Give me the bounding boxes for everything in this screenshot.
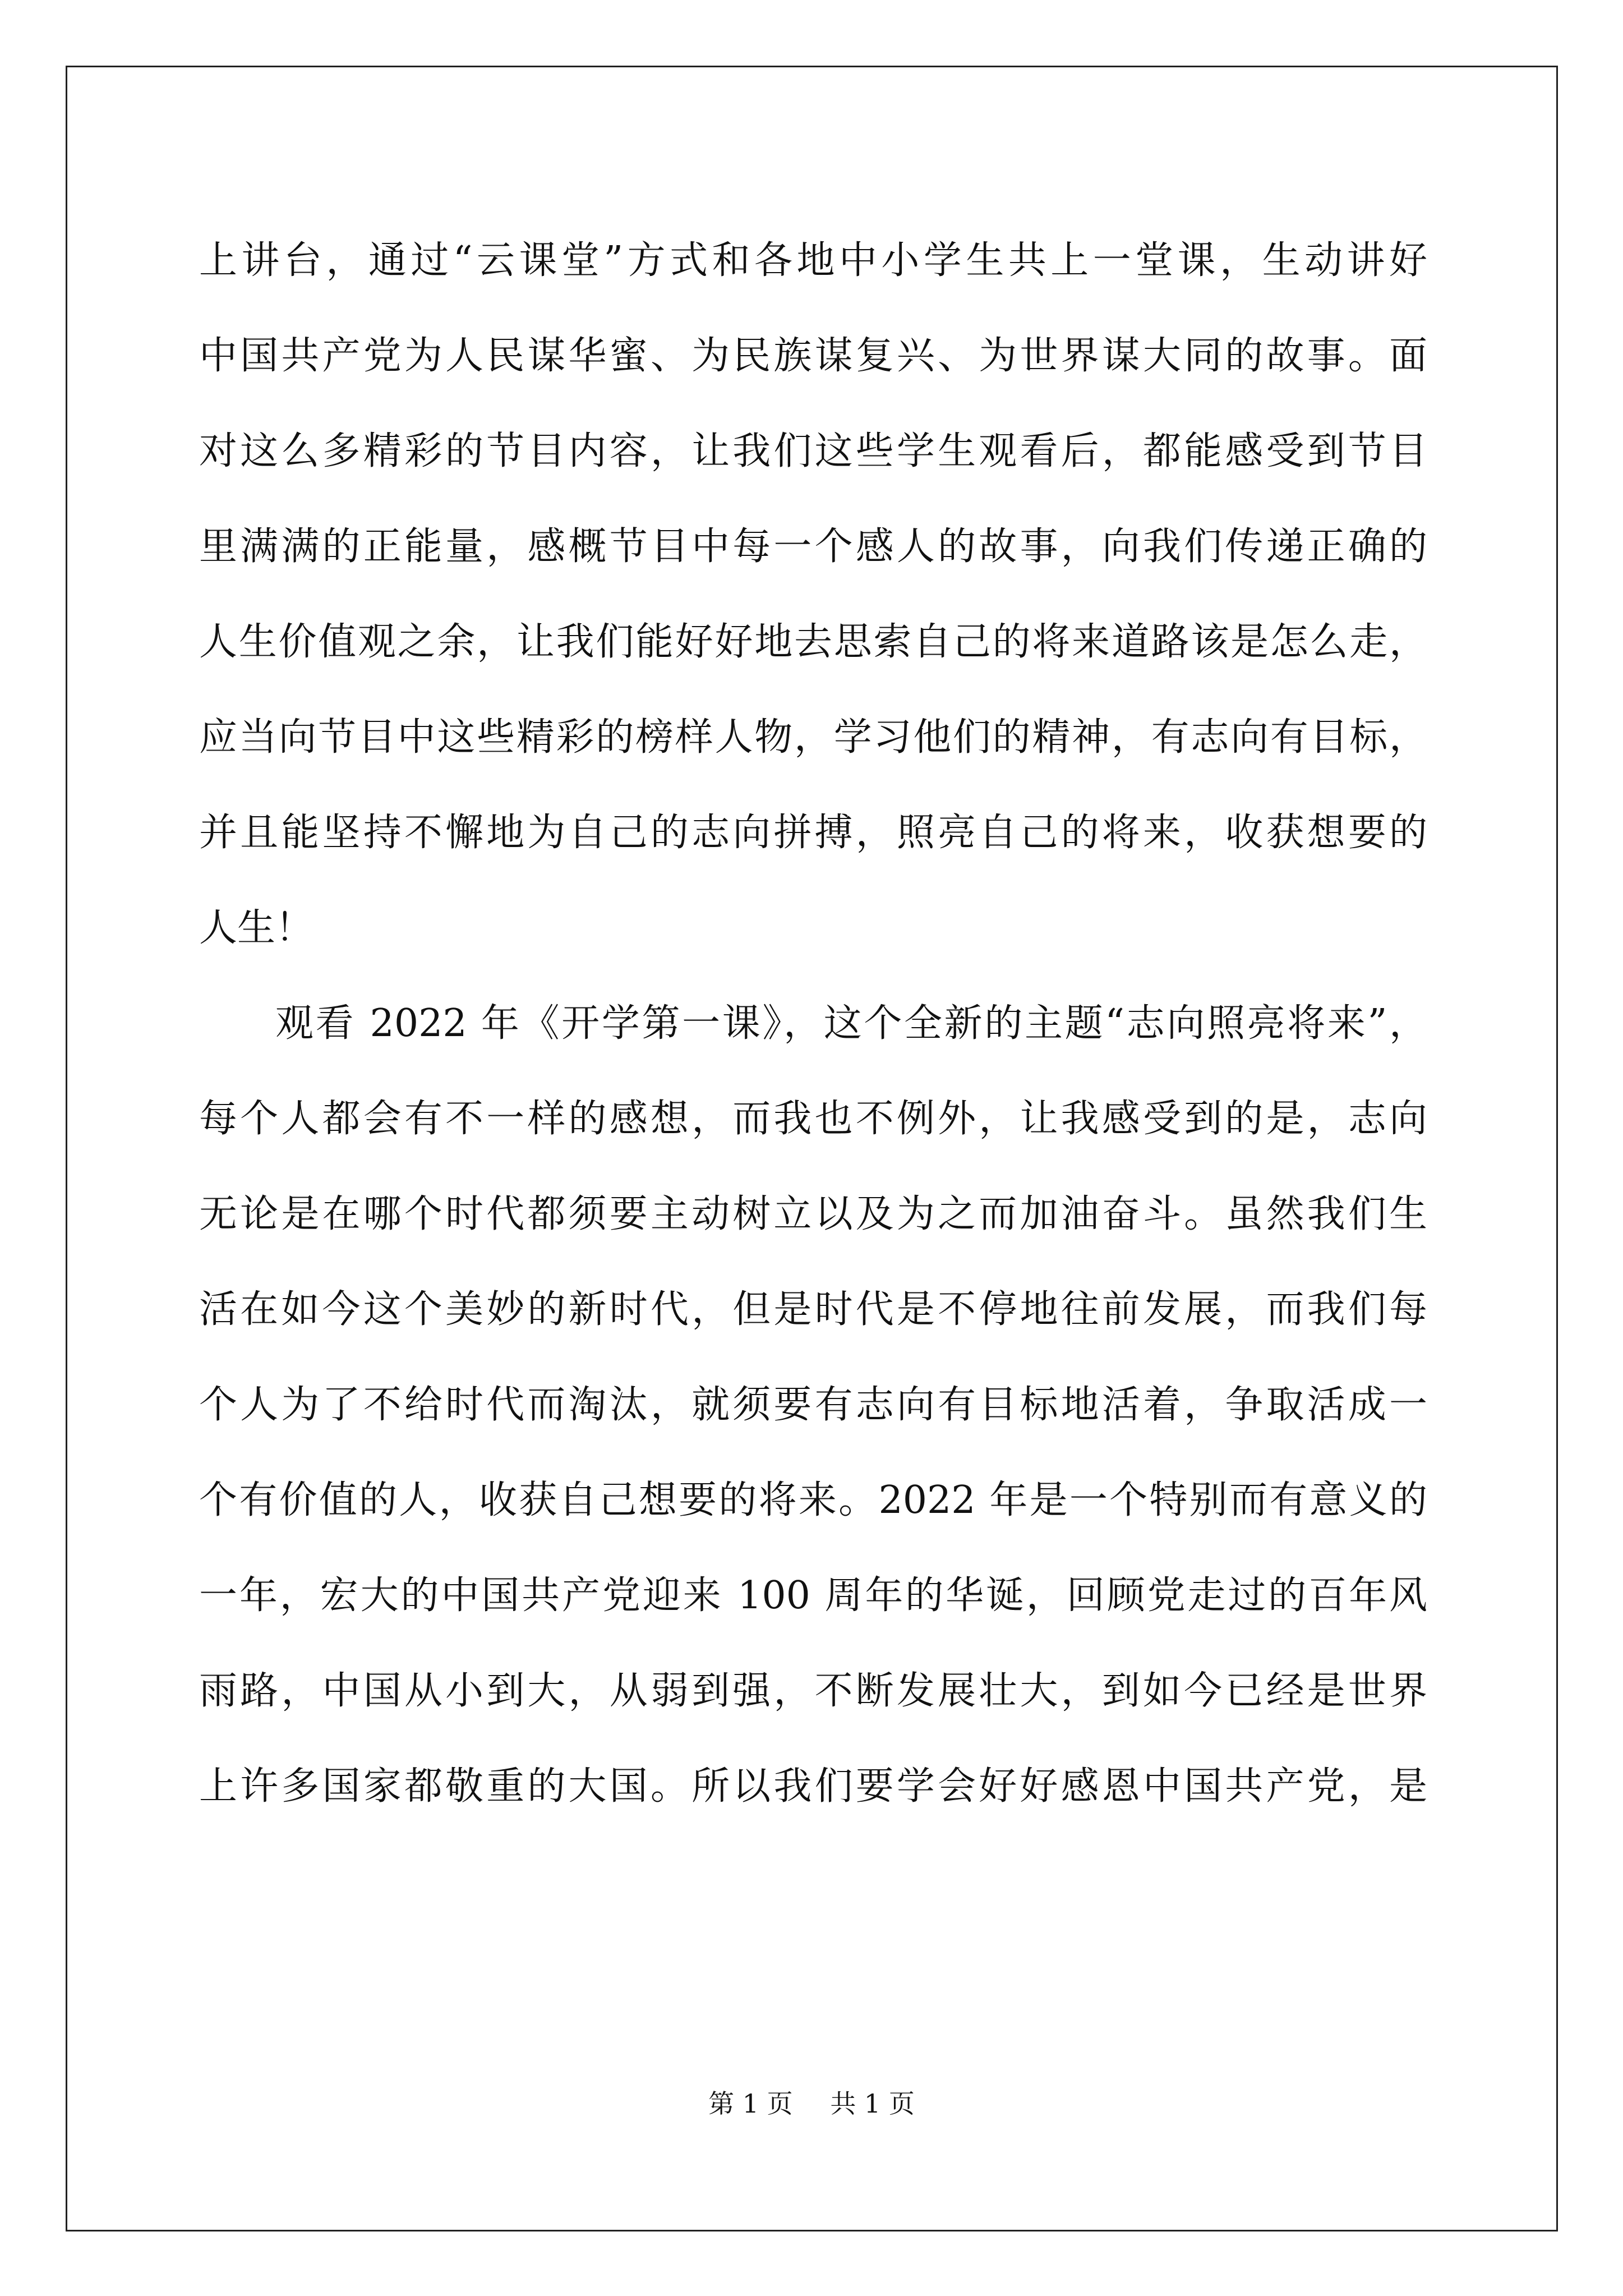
text-line: 个人为了不给时代而淘汰，就须要有志向有目标地活着，争取活成一 (199, 1383, 1427, 1427)
page-number: 第 1 页 (708, 2088, 793, 2119)
text-line: 人生价值观之余，让我们能好好地去思索自己的将来道路该是怎么走， (199, 620, 1427, 664)
text-line: 并且能坚持不懈地为自己的志向拼搏，照亮自己的将来，收获想要的 (199, 811, 1427, 855)
text-line: 一年，宏大的中国共产党迎来 100 周年的华诞，回顾党走过的百年风 (199, 1573, 1427, 1618)
text-line: 活在如今这个美妙的新时代，但是时代是不停地往前发展，而我们每 (199, 1287, 1427, 1332)
text-line-paragraph-end: 人生！ (199, 906, 314, 950)
text-line-paragraph-start: 观看 2022 年《开学第一课》，这个全新的主题“志向照亮将来”， (275, 1001, 1427, 1046)
text-line: 对这么多精彩的节目内容，让我们这些学生观看后，都能感受到节目 (199, 429, 1427, 473)
text-line: 上许多国家都敬重的大国。所以我们要学会好好感恩中国共产党，是 (199, 1764, 1427, 1809)
page-footer (0, 2087, 1623, 2120)
text-line: 里满满的正能量，感概节目中每一个感人的故事，向我们传递正确的 (199, 524, 1427, 569)
document-body (199, 213, 1427, 1834)
text-line: 无论是在哪个时代都须要主动树立以及为之而加油奋斗。虽然我们生 (199, 1192, 1427, 1236)
text-line: 上讲台，通过“云课堂”方式和各地中小学生共上一堂课，生动讲好 (199, 238, 1427, 283)
text-line: 每个人都会有不一样的感想，而我也不例外，让我感受到的是，志向 (199, 1097, 1427, 1141)
text-line: 个有价值的人，收获自己想要的将来。2022 年是一个特别而有意义的 (199, 1478, 1427, 1522)
page-total: 共 1 页 (830, 2088, 915, 2119)
text-line: 应当向节目中这些精彩的榜样人物，学习他们的精神，有志向有目标， (199, 715, 1427, 760)
text-line: 中国共产党为人民谋华蜜、为民族谋复兴、为世界谋大同的故事。面 (199, 334, 1427, 378)
text-line: 雨路，中国从小到大，从弱到强，不断发展壮大，到如今已经是世界 (199, 1669, 1427, 1713)
